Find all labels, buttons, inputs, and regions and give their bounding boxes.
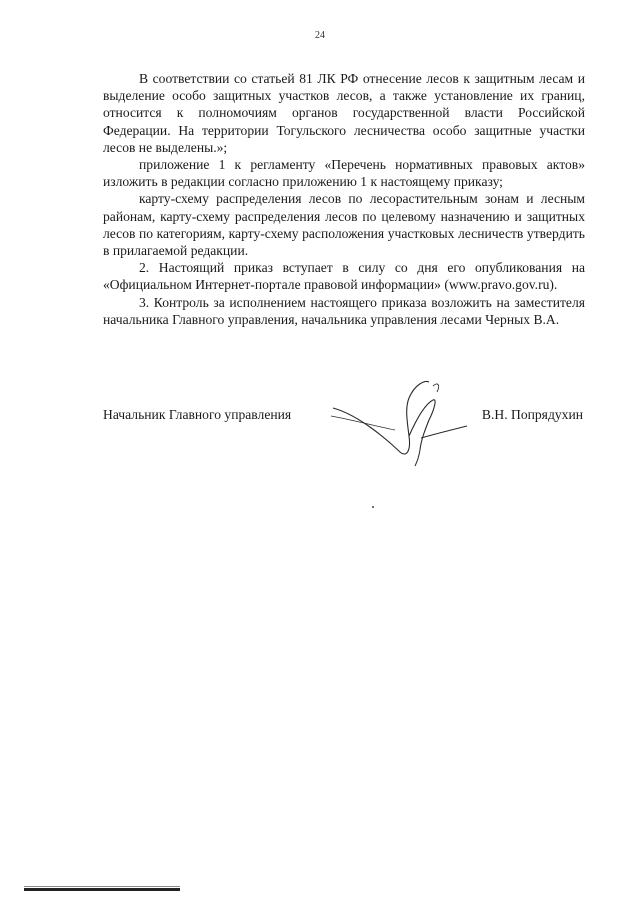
paragraph-appendix-1: приложение 1 к регламенту «Перечень нормативных правовых актов» изложить в редакции согласно приложению 1 к настоящему приказу; [103, 157, 585, 190]
paragraph-map-schemes: карту-схему распределения лесов по лесорастительным зонам и лесным районам, карту-схему распределения лесов по целевому назначению и защитных лесов по категориям, карту-схему расположения участковых лесничеств утвердить в прилагаемой редакции. [103, 191, 585, 259]
stray-mark [372, 506, 374, 508]
footer-rule [24, 888, 180, 891]
signature-block [103, 400, 585, 470]
footer-rule-thin [24, 886, 180, 887]
paragraph-article-81: В соответствии со статьей 81 ЛК РФ отнесение лесов к защитным лесам и выделение особо защитных участков лесов, а также установление их границ, относится к полномочиям органов государственной власти Российской Федерации. На территории Тогульского лесничества особо защитные участки лесов не выделены.»; [103, 71, 585, 155]
paragraph-effective-date: 2. Настоящий приказ вступает в силу со дня его опубликования на «Официальном Интернет-портале правовой информации» (www.pravo.gov.ru). [103, 260, 585, 293]
handwritten-signature [325, 378, 475, 468]
document-body [103, 70, 585, 328]
signatory-name: В.Н. Попрядухин [481, 407, 583, 422]
paragraph-control: 3. Контроль за исполнением настоящего приказа возложить на заместителя начальника Главного управления, начальника управления лесами Черных В.А. [103, 294, 585, 327]
page-number: 24 [315, 30, 325, 41]
signatory-position: Начальник Главного управления [103, 407, 292, 422]
